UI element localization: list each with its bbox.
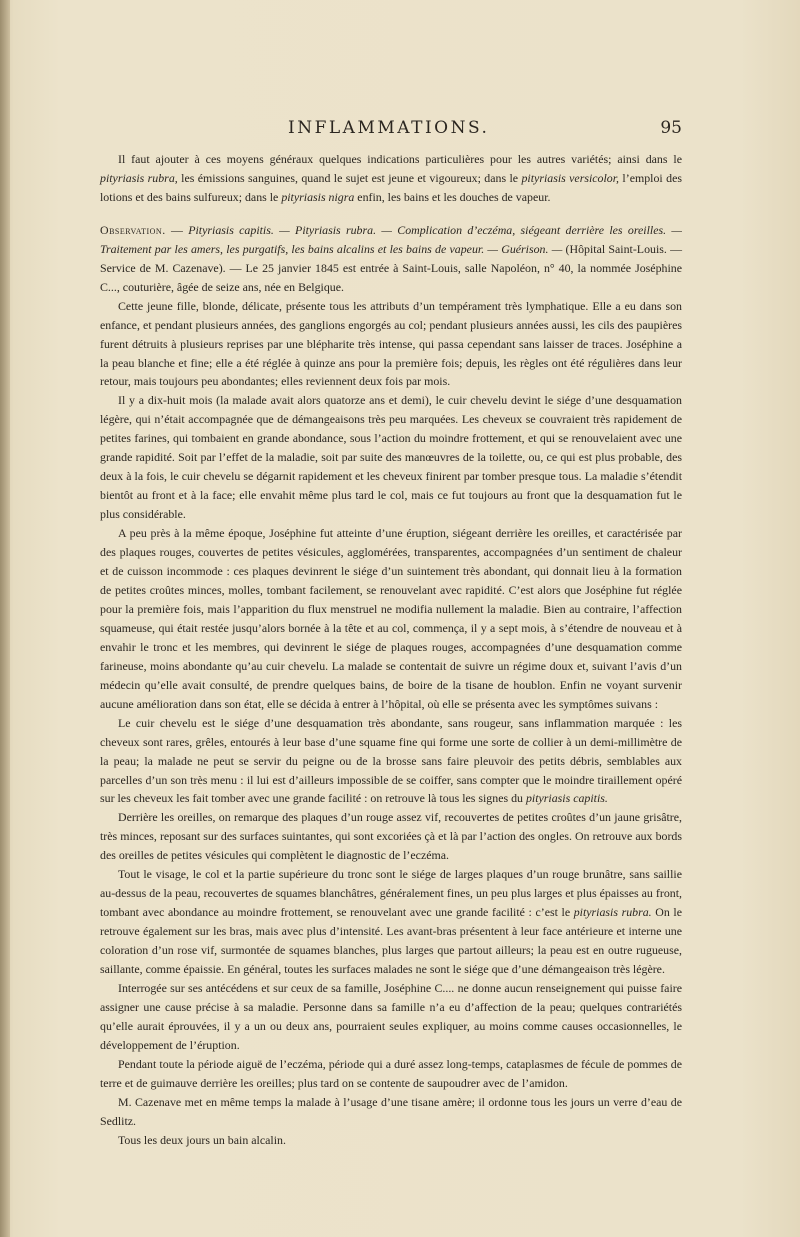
observation-details: (Hôpital Saint-Louis. — Service de M. Cazenave). — Le 25 janvier 1845 est entrée à Saint-Louis, salle Napoléon, n° 40, la nommée Joséphine C..., couturière, âgée de seize ans, née en Belgique. — [100, 241, 682, 294]
paragraph: Interrogée sur ses antécédens et sur ceux de sa famille, Joséphine C.... ne donne aucun renseignement qui puisse faire assigner une cause précise à sa maladie. Personne dans sa famille n’a eu d’affection de la peau; quelques contrariétés qu’elle aurait éprouvées, il y a un ou deux ans, pourraient seules expliquer, au moins comme causes occasionnelles, le développement de l’éruption. — [100, 980, 682, 1052]
paragraph: Pendant toute la période aiguë de l’eczéma, période qui a duré assez long-temps, cataplasmes de fécule de pommes de terre et de guimauve derrière les oreilles; plus tard on se contente de saupoudrer avec de l’amidon. — [100, 1056, 682, 1090]
page-body — [100, 150, 682, 1150]
paragraph: A peu près à la même époque, Joséphine fut atteinte d’une éruption, siégeant derrière les oreilles, et caractérisée par des plaques rouges, couvertes de petites vésicules, agglomérées, transparentes, accompagnées d’un sentiment de chaleur et de cuisson incommode : ces plaques devinrent le siége d’un suintement très abondant, qui donnait lieu à la formation de petites croûtes minces, molles, tombant facilement, se renouvelant avec rapidité. C’est alors que Joséphine fut réglée pour la première fois, mais l’apparition du flux menstruel ne modifia nullement la maladie. Bien au contraire, l’affection squameuse, qui était restée jusqu’alors bornée à la tête et au col, commença, il y a sept mois, à s’étendre de nouveau et à envahir le tronc et les membres, qui devinrent le siége de plaques rouges, accompagnées d’une desquamation comme farineuse, moins abondante qu’au cuir chevelu. La malade se contentait de suivre un régime doux et, suivant l’avis d’un médecin qu’elle avait consulté, de prendre quelques bains, de boire de la tisane de houblon. Enfin ne voyant survenir aucune amélioration dans son état, elle se décida à entrer à l’hôpital, où elle se présenta avec les symptômes suivans : — [100, 526, 682, 711]
paragraph: Tous les deux jours un bain alcalin. — [118, 1132, 286, 1147]
paragraph: Le cuir chevelu est le siége d’une desquamation très abondante, sans rougeur, sans inflammation marquée : les cheveux sont rares, grêles, entourés à leur base d’une squame fine qui forme une sorte de collier à un demi-millimètre de la peau; la malade ne peut se servir du peigne ou de la brosse sans faire pleuvoir des petits débris, semblables aux parcelles d’un son très menu : il lui est d’ailleurs impossible de se coiffer, sans compter que le moindre tiraillement opéré sur les cheveux les fait tomber avec une grande facilité : on retrouve là tous les signes du pityriasis capitis. — [100, 715, 682, 806]
page-number: 95 — [660, 118, 682, 138]
paragraph: Cette jeune fille, blonde, délicate, présente tous les attributs d’un tempérament très lymphatique. Elle a eu dans son enfance, et pendant plusieurs années, des ganglions engorgés au col; pendant plusieurs années aussi, les cils des paupières furent détruits à plusieurs reprises par une blépharite très intense, qui passa cependant sans laisser de traces. Joséphine a la peau blanche et fine; elle a été réglée à quinze ans pour la première fois; depuis, les règles ont été régulières dans leur retour, mais toujours peu abondantes; elles reviennent deux fois par mois. — [100, 298, 682, 389]
observation-heading: Observation. — Pityriasis capitis. — Pityriasis rubra. — Complication d’eczéma, siégeant derrière les oreilles. — Traitement par les amers, les purgatifs, les bains alcalins et les bains de vapeur. — Guérison. — (Hôpital Saint-Louis. — Service de M. Cazenave). — Le 25 janvier 1845 est entrée à Saint-Louis, salle Napoléon, n° 40, la nommée Joséphine C..., couturière, âgée de seize ans, née en Belgique. — [100, 222, 682, 294]
page-binding-edge — [0, 0, 10, 1237]
paragraph: Derrière les oreilles, on remarque des plaques d’un rouge assez vif, recouvertes de petites croûtes d’un jaune grisâtre, très minces, reposant sur des surfaces suintantes, qui sont excoriées çà et là par l’action des ongles. On retrouve aux bords des oreilles de petites vésicules qui complètent le diagnostic de l’eczéma. — [100, 810, 682, 863]
paragraph: M. Cazenave met en même temps la malade à l’usage d’une tisane amère; il ordonne tous les jours un verre d’eau de Sedlitz. — [100, 1094, 682, 1128]
observation-title: Pityriasis capitis. — Pityriasis rubra. — Complication d’eczéma, siégeant derrière les oreilles. — Traitement par les amers, les purgatifs, les bains alcalins et les bains de vapeur. — Guérison. — — [100, 222, 682, 256]
running-title: INFLAMMATIONS. — [288, 118, 490, 138]
running-header — [100, 118, 682, 142]
intro-paragraph: Il faut ajouter à ces moyens généraux quelques indications particulières pour les autres variétés; ainsi dans le pityriasis rubra, les émissions sanguines, quand le sujet est jeune et vigoureux; dans le pityriasis versicolor, l’emploi des lotions et des bains sulfureux; dans le pityriasis nigra enfin, les bains et les douches de vapeur. — [100, 152, 682, 204]
paragraph: Il y a dix-huit mois (la malade avait alors quatorze ans et demi), le cuir chevelu devint le siége d’une desquamation légère, qui n’était accompagnée que de démangeaisons très peu marquées. Les cheveux se couvraient très rapidement de petites farines, qui tombaient en grande abondance, sous l’action du moindre frottement, et qui se renouvelaient avec une grande rapidité. Soit par l’effet de la maladie, soit par suite des manœuvres de la toilette, ou, ce qui est plus probable, des deux à la fois, le cuir chevelu se dégarnit rapidement et les cheveux finirent par tomber presque tous. La maladie s’étendit bientôt au front et à la face; elle envahit même plus tard le col, mais ce fut toujours au front que la desquamation fut le plus considérable. — [100, 393, 682, 522]
paragraph: Tout le visage, le col et la partie supérieure du tronc sont le siége de larges plaques d’un rouge brunâtre, sans saillie au-dessus de la peau, recouvertes de squames blanchâtres, généralement fines, un peu plus larges et plus épaisses au front, tombant avec abondance au moindre frottement, se renouvelant avec une grande facilité : c’est le pityriasis rubra. On le retrouve également sur les bras, mais avec plus d’intensité. Les avant-bras présentent à leur face antérieure et interne une coloration d’un rose vif, surmontée de squames blanches, plus larges que partout ailleurs; la peau est en outre rugueuse, saillante, comme épaissie. En général, toutes les surfaces malades ne sont le siége que d’une démangeaison très légère. — [100, 867, 682, 977]
observation-label: Observation. — [100, 222, 166, 237]
